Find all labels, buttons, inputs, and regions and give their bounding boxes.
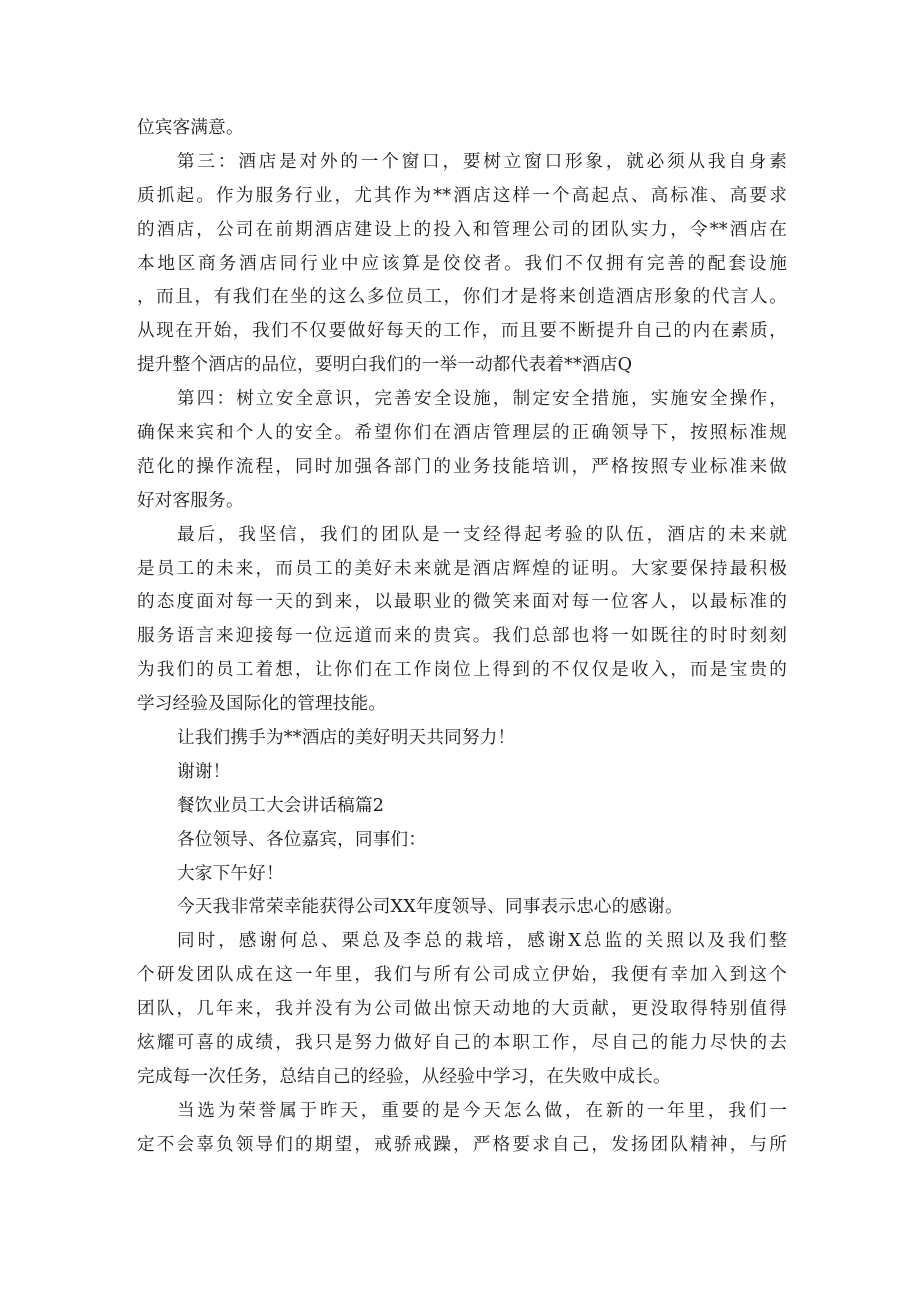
text-line: 质抓起。作为服务行业，尤其作为**酒店这样一个高起点、高标准、高要求 <box>137 185 787 206</box>
text-line: 大家下午好！ <box>177 863 284 884</box>
text-line: 的酒店，公司在前期酒店建设上的投入和管理公司的团队实力，令**酒店在 <box>137 219 787 240</box>
text-line: 定不会辜负领导们的期望，戒骄戒躁，严格要求自己，发扬团队精神，与所 <box>137 1134 787 1155</box>
document-page <box>137 112 787 1163</box>
text-line: 为我们的员工着想，让你们在工作岗位上得到的不仅仅是收入，而是宝贵的 <box>137 660 787 681</box>
text-line: 本地区商务酒店同行业中应该算是佼佼者。我们不仅拥有完善的配套设施 <box>137 253 787 274</box>
text-line: 提升整个酒店的品位，要明白我们的一举一动都代表着**酒店Q <box>137 355 633 376</box>
text-line: 各位领导、各位嘉宾，同事们： <box>177 829 427 850</box>
text-line: 同时，感谢何总、栗总及李总的栽培，感谢X总监的关照以及我们整 <box>177 931 787 952</box>
text-line: 谢谢！ <box>177 761 231 782</box>
text-line: 让我们携手为**酒店的美好明天共同努力！ <box>177 728 516 749</box>
text-line: 今天我非常荣幸能获得公司XX年度领导、同事表示忠心的感谢。 <box>177 897 683 918</box>
text-line: 当选为荣誉属于昨天，重要的是今天怎么做，在新的一年里，我们一 <box>177 1100 787 1121</box>
text-line: 位宾客满意。 <box>137 118 244 138</box>
text-line: 从现在开始，我们不仅要做好每天的工作，而且要不断提升自己的内在素质， <box>137 321 787 342</box>
text-line: 服务语言来迎接每一位远道而来的贵宾。我们总部也将一如既往的时时刻刻 <box>137 626 787 647</box>
text-line: 好对客服务。 <box>137 490 244 511</box>
text-line: 最后，我坚信，我们的团队是一支经得起考验的队伍，酒店的未来就 <box>177 524 787 545</box>
text-line: 的态度面对每一天的到来，以最职业的微笑来面对每一位客人，以最标准的 <box>137 592 787 613</box>
text-line: 确保来宾和个人的安全。希望你们在酒店管理层的正确领导下，按照标准规 <box>137 423 787 444</box>
text-line: 团队，几年来，我并没有为公司做出惊天动地的大贡献，更没取得特别值得 <box>137 999 787 1020</box>
text-line: 餐饮业员工大会讲话稿篇2 <box>177 795 385 816</box>
text-line: 第三：酒店是对外的一个窗口，要树立窗口形象，就必须从我自身素 <box>177 151 787 172</box>
text-line: 完成每一次任务，总结自己的经验，从经验中学习，在失败中成长。 <box>137 1066 671 1087</box>
text-line: 是员工的未来，而员工的美好未来就是酒店辉煌的证明。大家要保持最积极 <box>137 558 787 579</box>
text-line: 范化的操作流程，同时加强各部门的业务技能培训，严格按照专业标准来做 <box>137 456 787 477</box>
text-line: 炫耀可喜的成绩，我只是努力做好自己的本职工作，尽自己的能力尽快的去 <box>137 1033 787 1054</box>
text-line: ，而且，有我们在坐的这么多位员工，你们才是将来创造酒店形象的代言人。 <box>137 287 787 308</box>
text-line: 学习经验及国际化的管理技能。 <box>137 694 387 715</box>
text-line: 第四：树立安全意识，完善安全设施，制定安全措施，实施安全操作， <box>177 389 787 410</box>
text-line: 个研发团队成在这一年里，我们与所有公司成立伊始，我便有幸加入到这个 <box>137 965 787 986</box>
